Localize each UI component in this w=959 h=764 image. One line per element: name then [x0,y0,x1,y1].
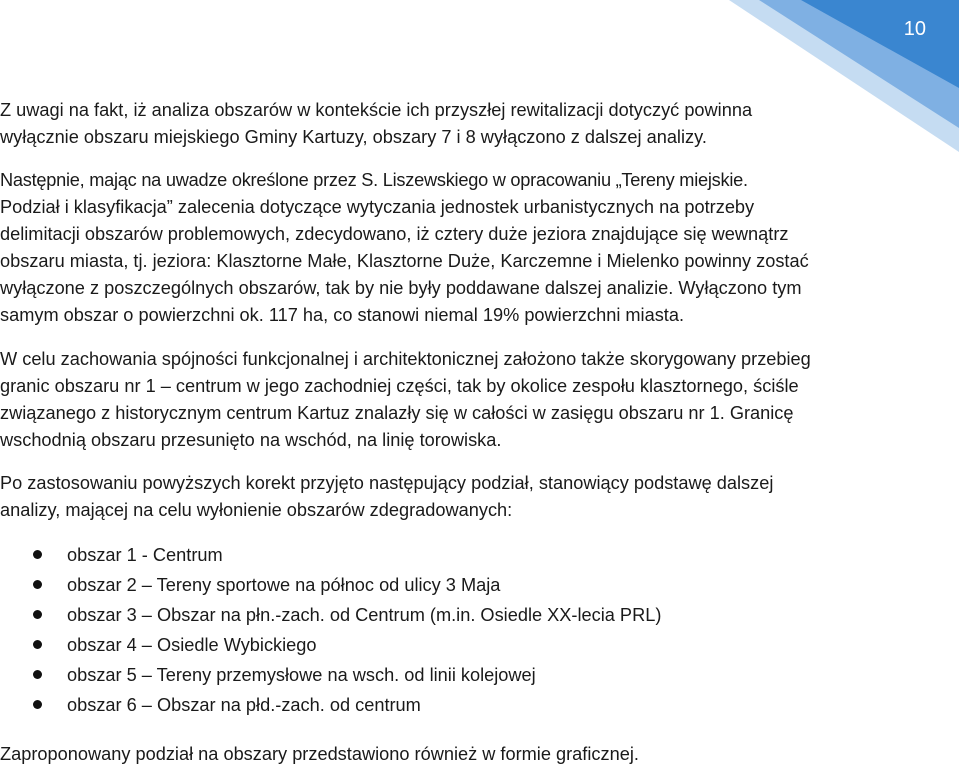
paragraph-boundary-correction [0,346,811,454]
text-line: W celu zachowania spójności funkcjonalnej i architektonicznej założono także skorygowany przebieg [0,349,811,369]
list-item [0,690,661,720]
list-item [0,570,661,600]
paragraph-lakes-exclusion [0,167,809,329]
list-item-text: obszar 1 - Centrum [67,545,223,565]
text-line: analizy, mającej na celu wyłonienie obszarów zdegradowanych: [0,500,513,520]
list-item-text: obszar 6 – Obszar na płd.-zach. od centrum [67,695,421,715]
text-line: delimitacji obszarów problemowych, zdecydowano, iż cztery duże jeziora znajdujące się wewnątrz [0,224,789,244]
list-item-text: obszar 4 – Osiedle Wybickiego [67,635,317,655]
text-line: Zaproponowany podział na obszary przedstawiono również w formie graficznej. [0,744,639,764]
list-item-text: obszar 5 – Tereny przemysłowe na wsch. od linii kolejowej [67,665,536,685]
text-line: Po zastosowaniu powyższych korekt przyjęto następujący podział, stanowiący podstawę dalszej [0,473,774,493]
list-item-text: obszar 3 – Obszar na płn.-zach. od Centrum (m.in. Osiedle XX-lecia PRL) [67,605,662,625]
bullet-icon [33,610,42,619]
bullet-icon [33,580,42,589]
list-item [0,660,661,690]
list-item [0,540,661,570]
page-number: 10 [903,18,926,40]
text-line: wschodnią obszaru przesunięto na wschód, na linię torowiska. [0,430,502,450]
bullet-icon [33,640,42,649]
paragraph-closing [0,741,639,764]
list-item-text: obszar 2 – Tereny sportowe na północ od ulicy 3 Maja [67,575,501,595]
bullet-icon [33,700,42,709]
bullet-icon [33,550,42,559]
text-line: Podział i klasyfikacja” zalecenia dotyczące wytyczania jednostek urbanistycznych na potrzeby [0,197,755,217]
bullet-icon [33,670,42,679]
text-line: wyłączone z poszczególnych obszarów, tak by nie były poddawane dalszej analizie. Wyłączono tym [0,278,802,298]
text-line: Następnie, mając na uwadze określone przez S. Liszewskiego w opracowaniu „Tereny miejskie. [0,170,748,190]
paragraph-division-intro [0,470,773,524]
text-line: samym obszar o powierzchni ok. 117 ha, co stanowi niemal 19% powierzchni miasta. [0,305,685,325]
text-line: Z uwagi na fakt, iż analiza obszarów w kontekście ich przyszłej rewitalizacji dotyczyć powinna [0,100,753,120]
area-list [0,540,661,720]
text-line: związanego z historycznym centrum Kartuz znalazły się w całości w zasięgu obszaru nr 1. Granicę [0,403,794,423]
text-line: wyłącznie obszaru miejskiego Gminy Kartuzy, obszary 7 i 8 wyłączono z dalszej analizy. [0,127,707,147]
list-item [0,600,661,630]
text-line: granic obszaru nr 1 – centrum w jego zachodniej części, tak by okolice zespołu klasztornego, ściśle [0,376,799,396]
text-line: obszaru miasta, tj. jeziora: Klasztorne Małe, Klasztorne Duże, Karczemne i Mielenko powinny zostać [0,251,809,271]
paragraph-exclusion-note [0,97,752,151]
list-item [0,630,661,660]
